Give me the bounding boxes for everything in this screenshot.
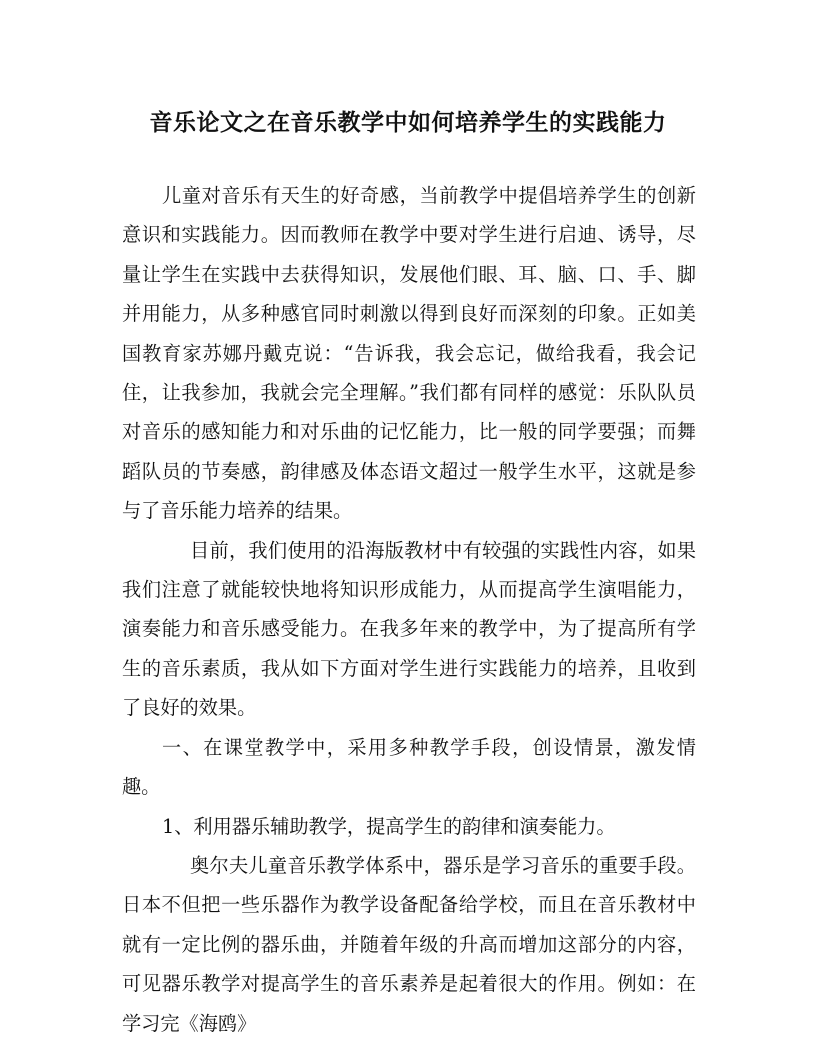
paragraph-intro: 儿童对音乐有天生的好奇感，当前教学中提倡培养学生的创新意识和实践能力。因而教师在教学中要对学生进行启迪、诱导，尽量让学生在实践中去获得知识，发展他们眼、耳、脑、口、手、脚并用能力，从多种感官同时刺激以得到良好而深刻的印象。正如美国教育家苏娜丹戴克说：“告诉我，我会忘记，做给我看，我会记住，让我参加，我就会完全理解。”我们都有同样的感觉：乐队队员对音乐的感知能力和对乐曲的记忆能力，比一般的同学要强；而舞蹈队员的节奏感，韵律感及体态语文超过一般学生水平，这就是参与了音乐能力培养的结果。 — [122, 184, 696, 523]
subsection-heading-1-1: 1、利用器乐辅助教学，提高学生的韵律和演奏能力。 — [162, 814, 616, 838]
section-heading-1: 一、在课堂教学中，采用多种教学手段，创设情景，激发情趣。 — [122, 735, 696, 799]
paragraph-orff: 奥尔夫儿童音乐教学体系中，器乐是学习音乐的重要手段。日本不但把一些乐器作为教学设备配备给学校，而且在音乐教材中就有一定比例的器乐曲，并随着年级的升高而增加这部分的内容，可见器乐教学对提高学生的音乐素养是起着很大的作用。例如：在学习完《海鸥》 — [122, 853, 696, 1035]
paragraph-current-situation: 目前，我们使用的沿海版教材中有较强的实践性内容，如果我们注意了就能较快地将知识形成能力，从而提高学生演唱能力，演奏能力和音乐感受能力。在我多年来的教学中，为了提高所有学生的音乐素质，我从如下方面对学生进行实践能力的培养，且收到了良好的效果。 — [122, 538, 696, 720]
document-body — [122, 176, 696, 1043]
document-title: 音乐论文之在音乐教学中如何培养学生的实践能力 — [149, 109, 667, 136]
